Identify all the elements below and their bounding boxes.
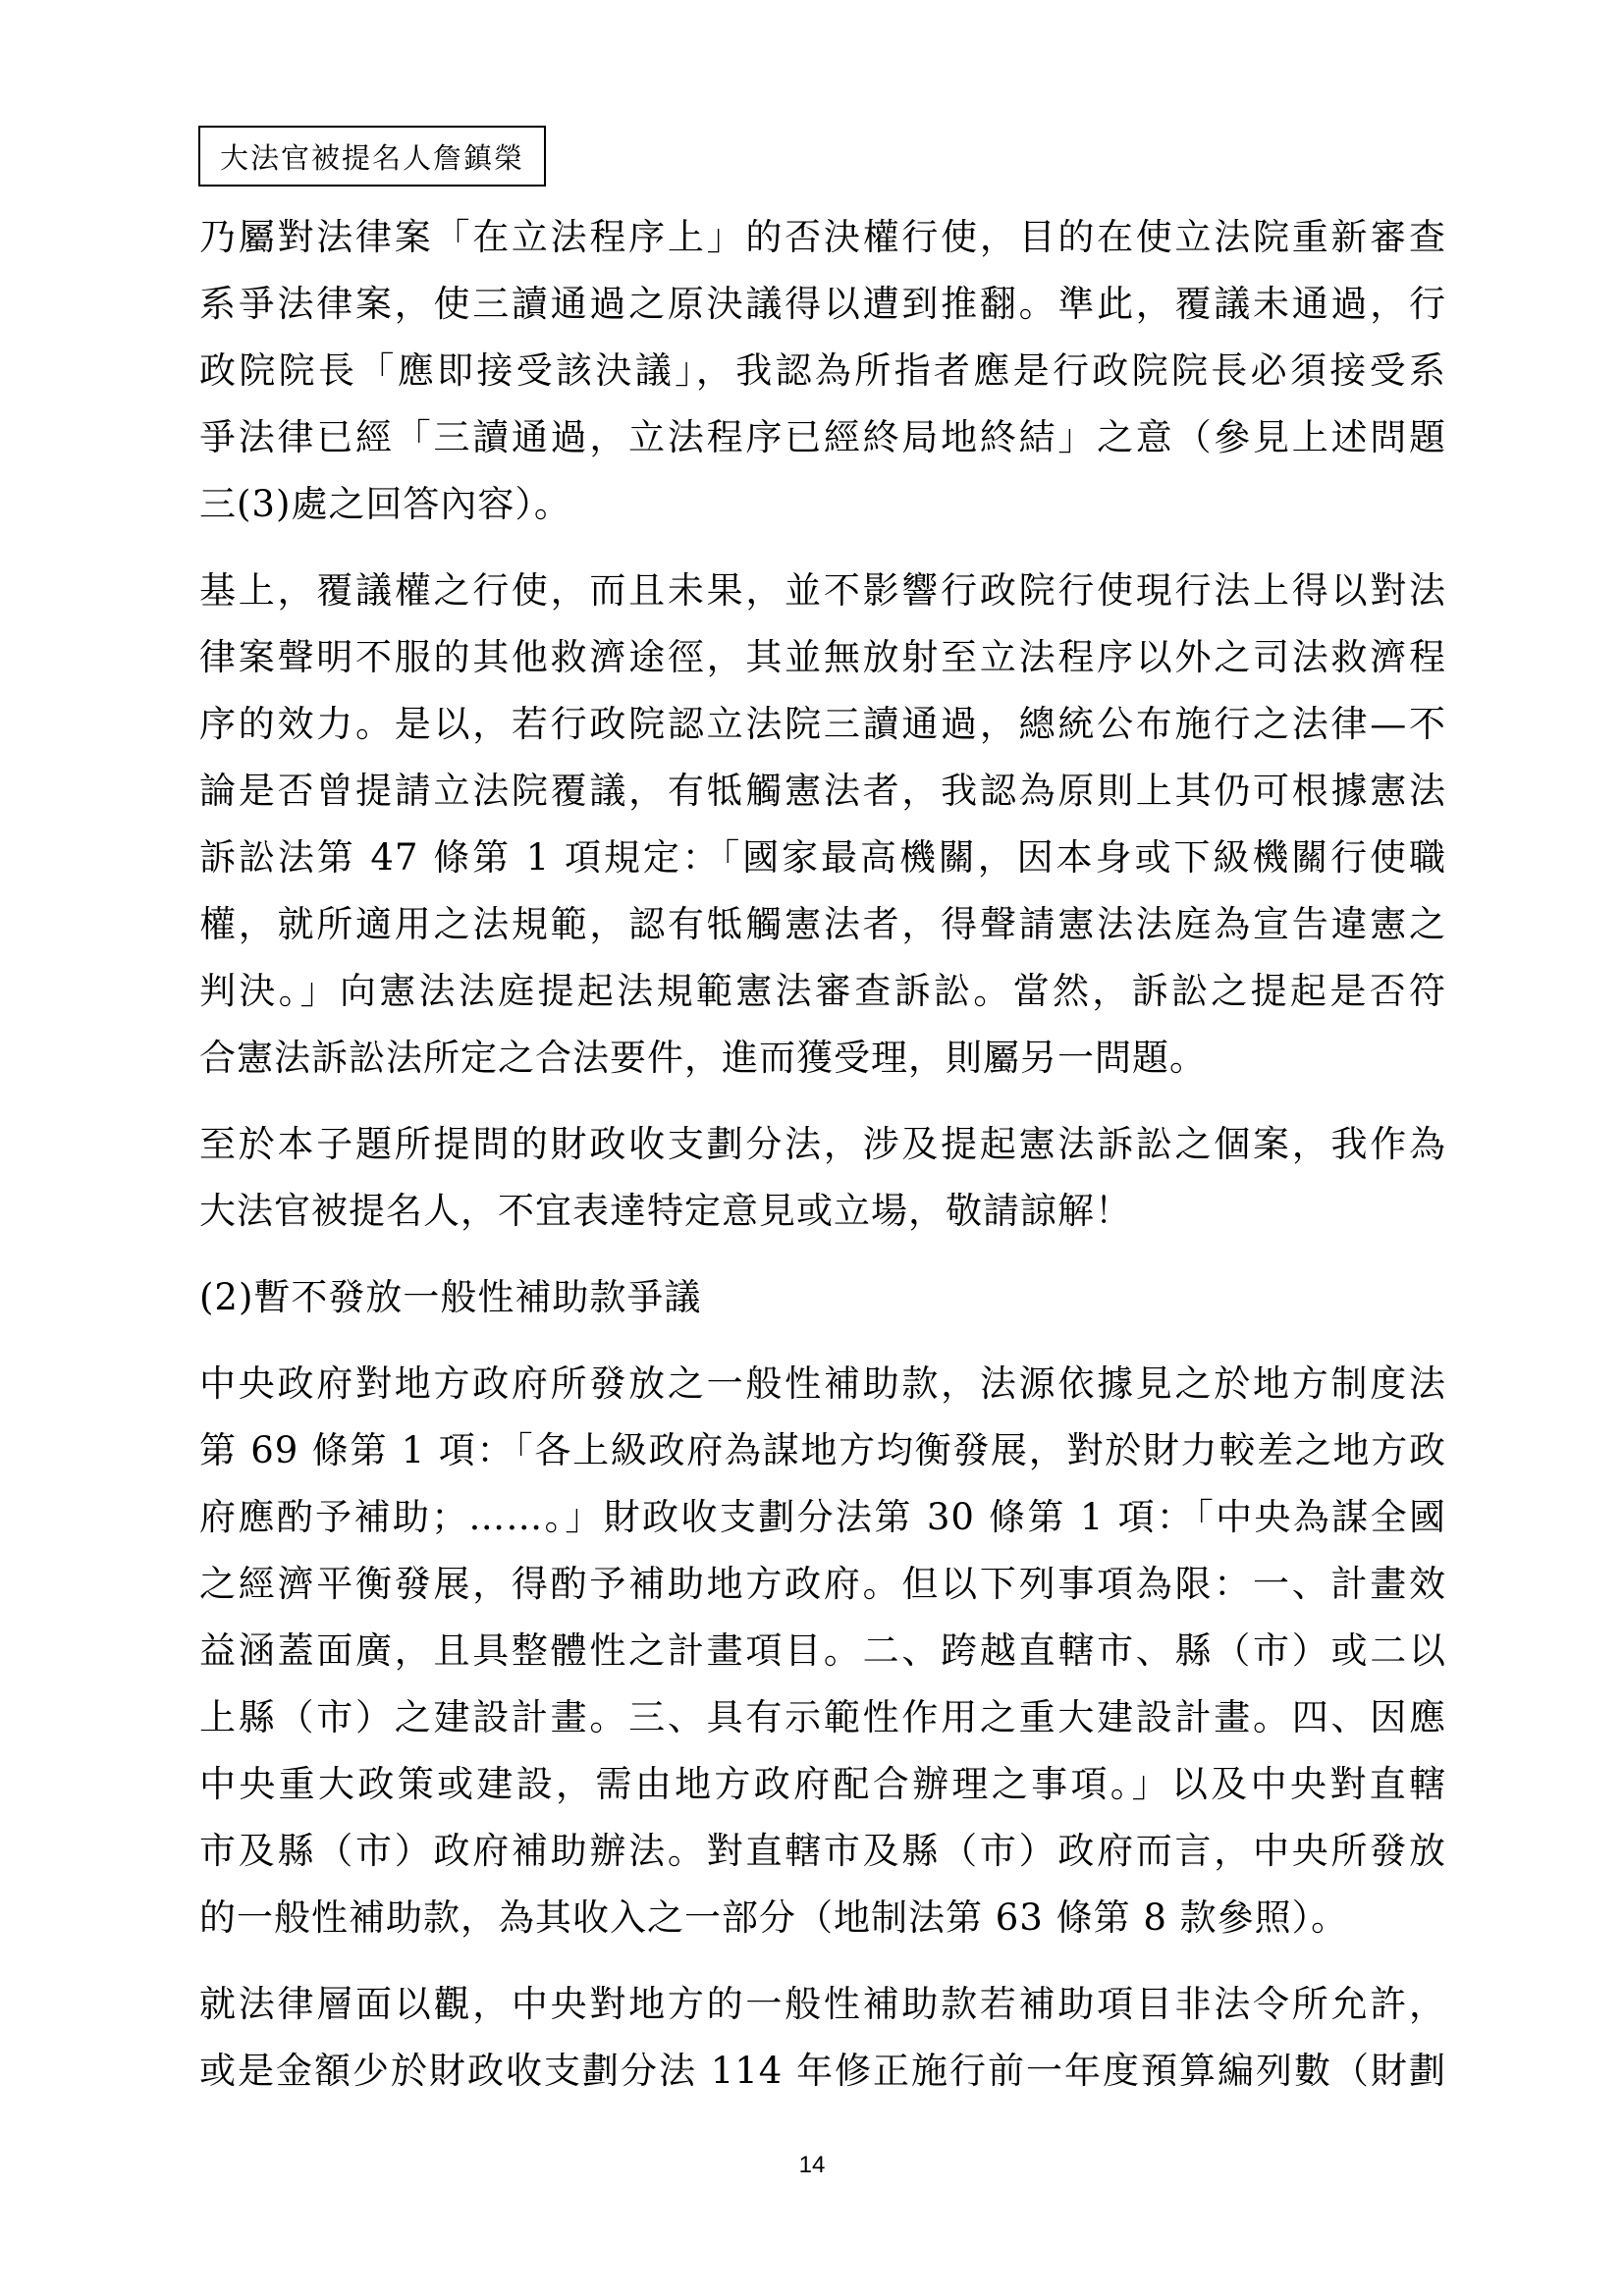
section-heading-text: (2)暫不發放一般性補助款爭議	[199, 1276, 702, 1318]
text-line: 權，就所適用之法規範，認有牴觸憲法者，得聲請憲法法庭為宣告違憲之	[199, 903, 1446, 945]
text-line: 之經濟平衡發展，得酌予補助地方政府。但以下列事項為限：一、計畫效	[199, 1563, 1446, 1605]
text-line: 就法律層面以觀，中央對地方的一般性補助款若補助項目非法令所允許，	[199, 1983, 1446, 2025]
text-line: 上縣（市）之建設計畫。三、具有示範性作用之重大建設計畫。四、因應	[199, 1696, 1446, 1738]
paragraph-veto-explanation	[199, 204, 1446, 538]
section-heading-subsidy	[199, 1264, 1446, 1331]
text-line: 三(3)處之回答內容）。	[199, 483, 571, 525]
paragraph-legal-analysis	[199, 1971, 1446, 2105]
text-line: 合憲法訴訟法所定之合法要件，進而獲受理，則屬另一問題。	[199, 1037, 1207, 1079]
paragraph-subsidy-legal-basis	[199, 1351, 1446, 1951]
text-line: 益涵蓋面廣，且具整體性之計畫項目。二、跨越直轄市、縣（市）或二以	[199, 1629, 1446, 1672]
text-line: 大法官被提名人，不宜表達特定意見或立場，敬請諒解！	[199, 1190, 1132, 1232]
text-line: 爭法律已經「三讀通過，立法程序已經終局地終結」之意（參見上述問題	[199, 416, 1446, 458]
text-line: 市及縣（市）政府補助辦法。對直轄市及縣（市）政府而言，中央所發放	[199, 1830, 1446, 1872]
text-line: 系爭法律案，使三讀通過之原決議得以遭到推翻。準此，覆議未通過，行	[199, 283, 1446, 325]
text-line: 的一般性補助款，為其收入之一部分（地制法第 63 條第 8 款參照）。	[199, 1896, 1349, 1939]
text-line: 訴訟法第 47 條第 1 項規定：「國家最高機關，因本身或下級機關行使職	[199, 836, 1446, 879]
text-line: 或是金額少於財政收支劃分法 114 年修正施行前一年度預算編列數（財劃	[199, 2050, 1446, 2092]
text-line: 第 69 條第 1 項：「各上級政府為謀地方均衡發展，對於財力較差之地方政	[199, 1429, 1446, 1471]
text-line: 判決。」向憲法法庭提起法規範憲法審查訴訟。當然，訴訟之提起是否符	[199, 970, 1446, 1012]
text-line: 政院院長「應即接受該決議」，我認為所指者應是行政院院長必須接受系	[199, 349, 1446, 392]
text-line: 中央重大政策或建設，需由地方政府配合辦理之事項。」以及中央對直轄	[199, 1763, 1446, 1805]
page-number: 14	[798, 2152, 826, 2178]
text-line: 律案聲明不服的其他救濟途徑，其並無放射至立法程序以外之司法救濟程	[199, 636, 1446, 678]
text-line: 論是否曾提請立法院覆議，有牴觸憲法者，我認為原則上其仍可根據憲法	[199, 770, 1446, 812]
text-line: 至於本子題所提問的財政收支劃分法，涉及提起憲法訴訟之個案，我作為	[199, 1123, 1446, 1165]
text-line: 府應酌予補助；……。」財政收支劃分法第 30 條第 1 項：「中央為謀全國	[199, 1496, 1446, 1538]
text-line: 基上，覆議權之行使，而且未果，並不影響行政院行使現行法上得以對法	[199, 569, 1446, 612]
text-line: 中央政府對地方政府所發放之一般性補助款，法源依據見之於地方制度法	[199, 1362, 1446, 1405]
paragraph-no-opinion	[199, 1111, 1446, 1245]
nominee-header-text: 大法官被提名人詹鎮榮	[220, 140, 525, 175]
text-line: 乃屬對法律案「在立法程序上」的否決權行使，目的在使立法院重新審查	[199, 216, 1446, 258]
paragraph-judicial-remedy	[199, 558, 1446, 1092]
document-body	[199, 204, 1446, 2124]
text-line: 序的效力。是以，若行政院認立法院三讀通過，總統公布施行之法律—不	[199, 703, 1446, 745]
nominee-header-box	[198, 126, 546, 187]
